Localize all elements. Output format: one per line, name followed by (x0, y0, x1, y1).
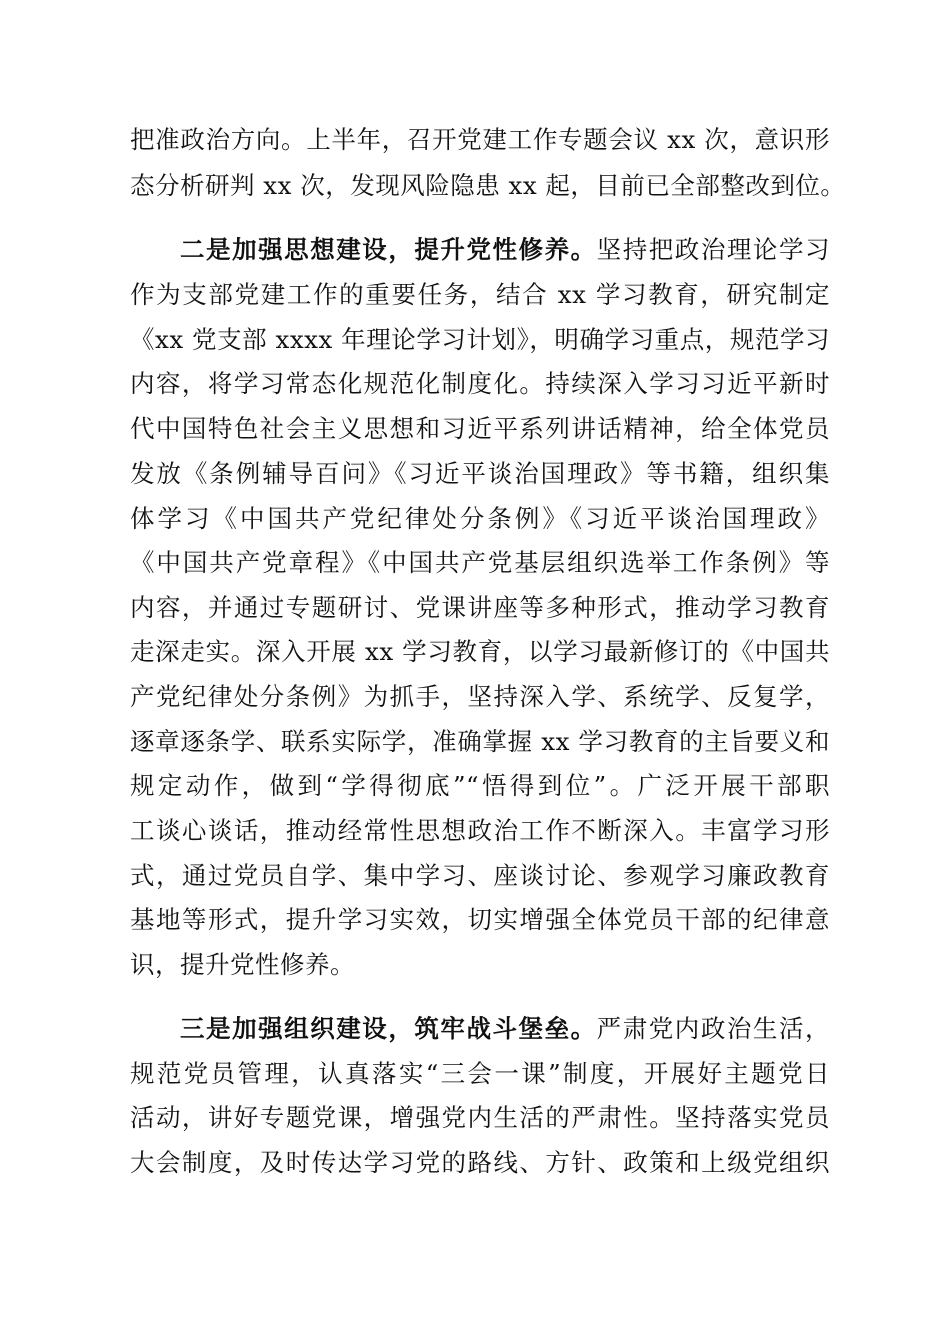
line-text: 产党纪律处分条例》为抓手，坚持深入学、系统学、反复学， (130, 682, 830, 711)
text-line (130, 166, 846, 206)
line-text: 把准政治方向。上半年，召开党建工作专题会议 xx 次，意识形 (130, 125, 830, 154)
line-text: 走深走实。深入开展 xx 学习教育，以学习最新修订的《中国共 (130, 637, 830, 666)
text-line (130, 677, 830, 717)
text-line (130, 499, 830, 539)
line-text: 发放《条例辅导百问》《习近平谈治国理政》等书籍，组织集 (130, 459, 830, 488)
text-line (130, 120, 830, 160)
line-text: 工谈心谈话，推动经常性思想政治工作不断深入。丰富学习形 (130, 816, 830, 845)
line-text: 逐章逐条学、联系实际学，准确掌握 xx 学习教育的主旨要义和 (130, 727, 830, 756)
text-line (130, 856, 830, 896)
text-line (130, 409, 830, 449)
line-text: 活动，讲好专题党课，增强党内生活的严肃性。坚持落实党员 (130, 1103, 830, 1132)
line-text: 规定动作，做到“学得彻底”“悟得到位”。广泛开展干部职 (130, 771, 830, 800)
section-lead: 三是加强组织建设，筑牢战斗堡垒。 (180, 1014, 597, 1043)
line-text: 式，通过党员自学、集中学习、座谈讨论、参观学习廉政教育 (130, 861, 830, 890)
line-text: 内容，将学习常态化规范化制度化。持续深入学习习近平新时 (130, 369, 830, 398)
text-line (130, 766, 830, 806)
line-text: 严肃党内政治生活， (596, 1014, 831, 1043)
text-line (180, 230, 830, 270)
line-text: 态分析研判 xx 次，发现风险隐患 xx 起，目前已全部整改到位。 (130, 171, 846, 200)
text-line (130, 722, 830, 762)
text-line (130, 364, 830, 404)
text-line (130, 900, 830, 940)
line-text: 作为支部党建工作的重要任务，结合 xx 学习教育，研究制定 (130, 280, 830, 309)
text-line (130, 945, 830, 985)
line-text: 《中国共产党章程》《中国共产党基层组织选举工作条例》等 (130, 548, 830, 577)
text-line (130, 320, 830, 360)
line-text: 识，提升党性修养。 (130, 950, 355, 979)
text-line (130, 454, 830, 494)
line-text: 大会制度，及时传达学习党的路线、方针、政策和上级党组织 (130, 1148, 830, 1177)
line-text: 基地等形式，提升学习实效，切实增强全体党员干部的纪律意 (130, 905, 830, 934)
line-text: 规范党员管理，认真落实“三会一课”制度，开展好主题党日 (130, 1059, 830, 1088)
text-line (130, 1054, 830, 1094)
line-text: 《xx 党支部 xxxx 年理论学习计划》，明确学习重点，规范学习 (130, 325, 830, 354)
text-line (130, 588, 830, 628)
line-text: 坚持把政治理论学习 (596, 235, 831, 264)
line-text: 体学习《中国共产党纪律处分条例》《习近平谈治国理政》 (130, 504, 830, 533)
text-line (130, 1098, 830, 1138)
section-lead: 二是加强思想建设，提升党性修养。 (180, 235, 597, 264)
line-text: 代中国特色社会主义思想和习近平系列讲话精神，给全体党员 (130, 414, 830, 443)
text-line (130, 632, 830, 672)
text-line (130, 1143, 830, 1183)
text-line (130, 275, 830, 315)
text-line (130, 811, 830, 851)
line-text: 内容，并通过专题研讨、党课讲座等多种形式，推动学习教育 (130, 593, 830, 622)
text-line (180, 1009, 830, 1049)
text-line (130, 543, 830, 583)
